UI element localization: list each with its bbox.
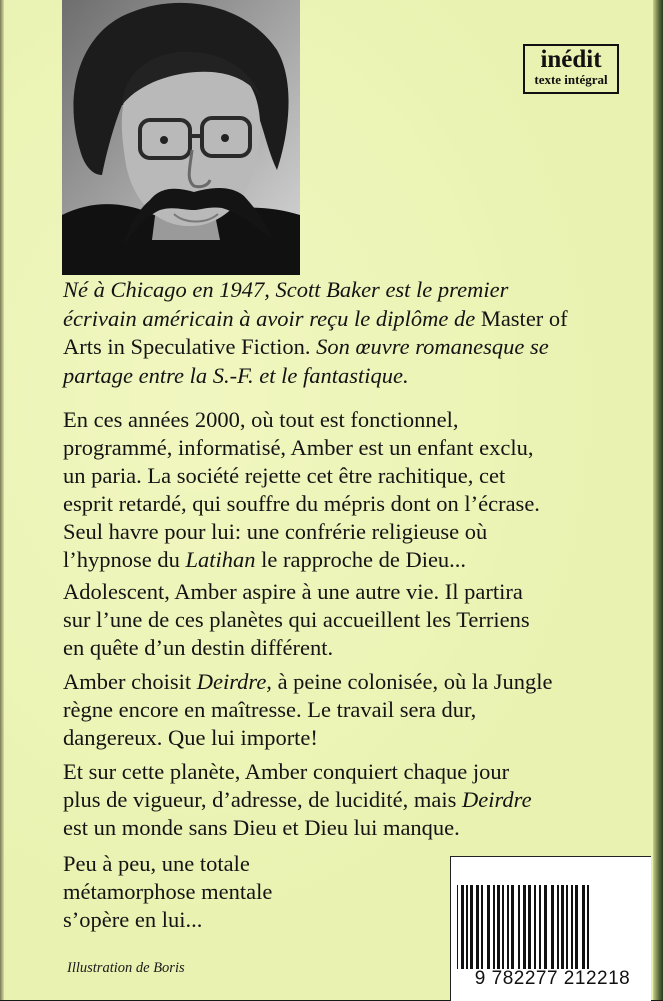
barcode-bar xyxy=(544,885,547,969)
illustration-credit: Illustration de Boris xyxy=(67,960,185,976)
bio-italic-text: Son œuvre romanesque se xyxy=(316,334,549,359)
paragraph-line: règne encore en maîtresse. Le travail sera dur, xyxy=(63,697,477,722)
barcode-bar xyxy=(511,885,514,969)
bio-line: partage entre la S.-F. et le fantastique. xyxy=(63,362,409,388)
paragraph-line: esprit retardé, qui souffre du mépris dont on l’écrase. xyxy=(63,491,540,516)
text-run: le rapproche de Dieu... xyxy=(261,547,467,572)
bio-line xyxy=(63,305,568,334)
barcode-bar xyxy=(528,885,531,969)
barcode-bar xyxy=(457,885,458,969)
cover-right-edge xyxy=(653,0,663,1000)
barcode-bar xyxy=(502,885,504,969)
text-run: l’hypnose du xyxy=(63,547,180,572)
text-run: Amber choisit xyxy=(63,669,192,694)
paragraph-line xyxy=(63,786,532,814)
barcode-bar xyxy=(571,885,573,969)
paragraph-line: métamorphose mentale xyxy=(63,879,273,904)
barcode-bar xyxy=(587,885,589,969)
paragraph-line: Et sur cette planète, Amber conquiert chaque jour xyxy=(63,759,510,784)
barcode-bars xyxy=(451,857,651,969)
barcode-bar xyxy=(507,885,509,969)
barcode-bar xyxy=(523,885,526,969)
barcode-bar xyxy=(470,885,473,969)
barcode-bar xyxy=(497,885,500,969)
barcode-bar xyxy=(493,885,495,969)
badge-subtitle: texte intégral xyxy=(534,72,608,87)
bio-italic-text: écrivain américain à avoir reçu le diplôme de xyxy=(63,305,476,331)
barcode-bar xyxy=(539,885,541,969)
blurb-paragraph-1 xyxy=(63,406,540,574)
paragraph-line: En ces années 2000, où tout est fonctionnel, xyxy=(63,407,459,432)
italic-title: Deirdre xyxy=(462,787,532,812)
badge-title: inédit xyxy=(540,46,602,73)
barcode-bar xyxy=(561,885,564,969)
italic-title: Latihan xyxy=(185,547,256,572)
text-run: à peine colonisée, où la Jungle xyxy=(277,669,553,694)
author-bio xyxy=(63,276,568,390)
paragraph-line: un paria. La société rejette cet être rachitique, cet xyxy=(63,463,506,488)
barcode-bar xyxy=(476,885,479,969)
paragraph-line: s’opère en lui... xyxy=(63,907,203,932)
bio-upright-text: Arts in Speculative Fiction. xyxy=(63,334,311,359)
paragraph-line xyxy=(63,668,552,696)
blurb-paragraph-4 xyxy=(63,758,532,842)
paragraph-line: Peu à peu, une totale xyxy=(63,851,250,876)
author-portrait-image xyxy=(62,0,300,275)
cover-left-edge xyxy=(0,0,4,1000)
paragraph-line: Adolescent, Amber aspire à une autre vie. Il partira xyxy=(63,579,523,604)
barcode-bar xyxy=(461,885,464,969)
blurb-paragraph-3 xyxy=(63,668,552,752)
text-run: plus de vigueur, d’adresse, de lucidité, mais xyxy=(63,787,457,812)
barcode-number: 9 782277 212218 xyxy=(474,968,631,989)
paragraph-line: Seul havre pour lui: une confrérie religieuse où xyxy=(63,519,488,544)
barcode-bar xyxy=(481,885,483,969)
paragraph-line: dangereux. Que lui importe! xyxy=(63,725,318,750)
paragraph-line: est un monde sans Dieu et Dieu lui manque. xyxy=(63,815,460,840)
bio-line: Né à Chicago en 1947, Scott Baker est le premier xyxy=(63,277,509,302)
barcode-bar xyxy=(582,885,585,969)
barcode-bar xyxy=(534,885,536,969)
barcode-bar xyxy=(575,885,578,969)
italic-title: Deirdre, xyxy=(196,669,272,694)
bio-line xyxy=(63,333,568,362)
bio-upright-text: Master of xyxy=(480,305,568,331)
inedit-badge xyxy=(523,44,619,94)
barcode-bar xyxy=(551,885,554,969)
author-photo xyxy=(62,0,300,275)
barcode-bar xyxy=(518,885,520,969)
paragraph-line xyxy=(63,546,540,574)
barcode-bar xyxy=(487,885,490,969)
paragraph-line: sur l’une de ces planètes qui accueillent les Terriens xyxy=(63,607,530,632)
barcode-bar xyxy=(557,885,559,969)
paragraph-line: en quête d’un destin différent. xyxy=(63,635,334,660)
barcode-bar xyxy=(466,885,468,969)
blurb-paragraph-2 xyxy=(63,578,530,662)
barcode-bar xyxy=(566,885,568,969)
paragraph-line: programmé, informatisé, Amber est un enfant exclu, xyxy=(63,435,534,460)
blurb-paragraph-5 xyxy=(63,850,272,934)
